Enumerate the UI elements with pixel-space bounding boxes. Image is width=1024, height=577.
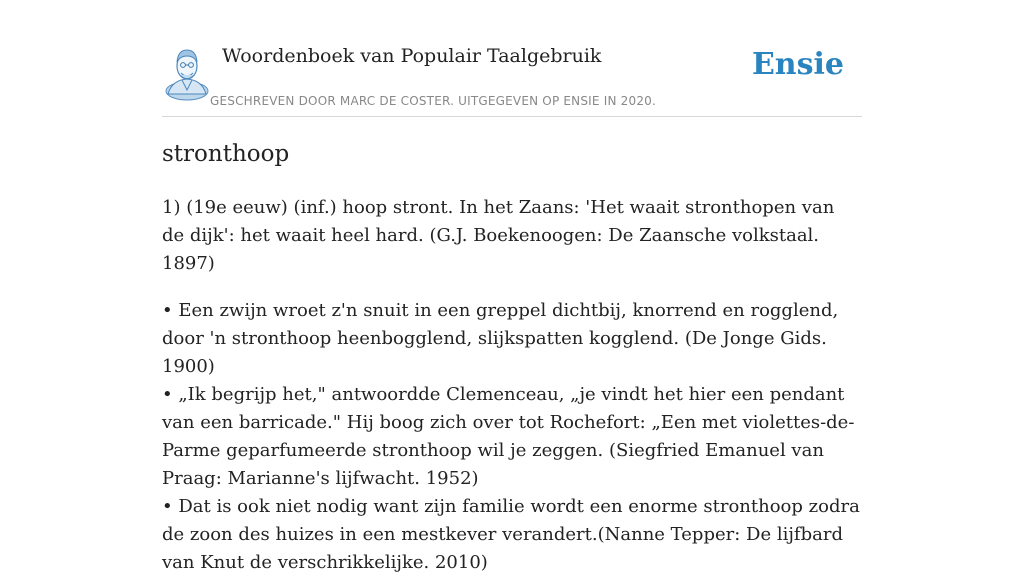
entry-content	[162, 136, 862, 577]
entry-headword: stronthoop	[162, 141, 290, 167]
author-byline: GESCHREVEN DOOR MARC DE COSTER. UITGEGEVEN OP ENSIE IN 2020.	[210, 94, 656, 108]
page-header	[162, 0, 862, 117]
quote-item: • Dat is ook niet nodig want zijn familie wordt een enorme stronthoop zodra de zoon des huizes in een mestkever verandert.(Nanne Tepper: De lijfbard van Knut de verschrikkelijke. 2010)	[162, 496, 860, 573]
quote-item: • Een zwijn wroet z'n snuit in een greppel dichtbij, knorrend en rogglend, door 'n stronthoop heenbogglend, slijkspatten kogglend. (De Jonge Gids. 1900)	[162, 300, 839, 377]
book-title[interactable]: Woordenboek van Populair Taalgebruik	[222, 45, 602, 67]
quote-list	[162, 297, 862, 577]
quote-item: • „Ik begrijp het," antwoordde Clemenceau, „je vindt het hier een pendant van een barricade." Hij boog zich over tot Rochefort: „Een met violettes-de-Parme geparfumeerde stronthoop wil je zeggen. (Siegfried Emanuel van Praag: Marianne's lijfwacht. 1952)	[162, 384, 855, 489]
author-portrait-icon[interactable]	[164, 46, 210, 96]
ensie-logo-link[interactable]: Ensie	[751, 47, 844, 82]
entry-definition: 1) (19e eeuw) (inf.) hoop stront. In het Zaans: 'Het waait stronthopen van de dijk': het waait heel hard. (G.J. Boekenoogen: De Zaansche volkstaal. 1897)	[162, 197, 835, 274]
